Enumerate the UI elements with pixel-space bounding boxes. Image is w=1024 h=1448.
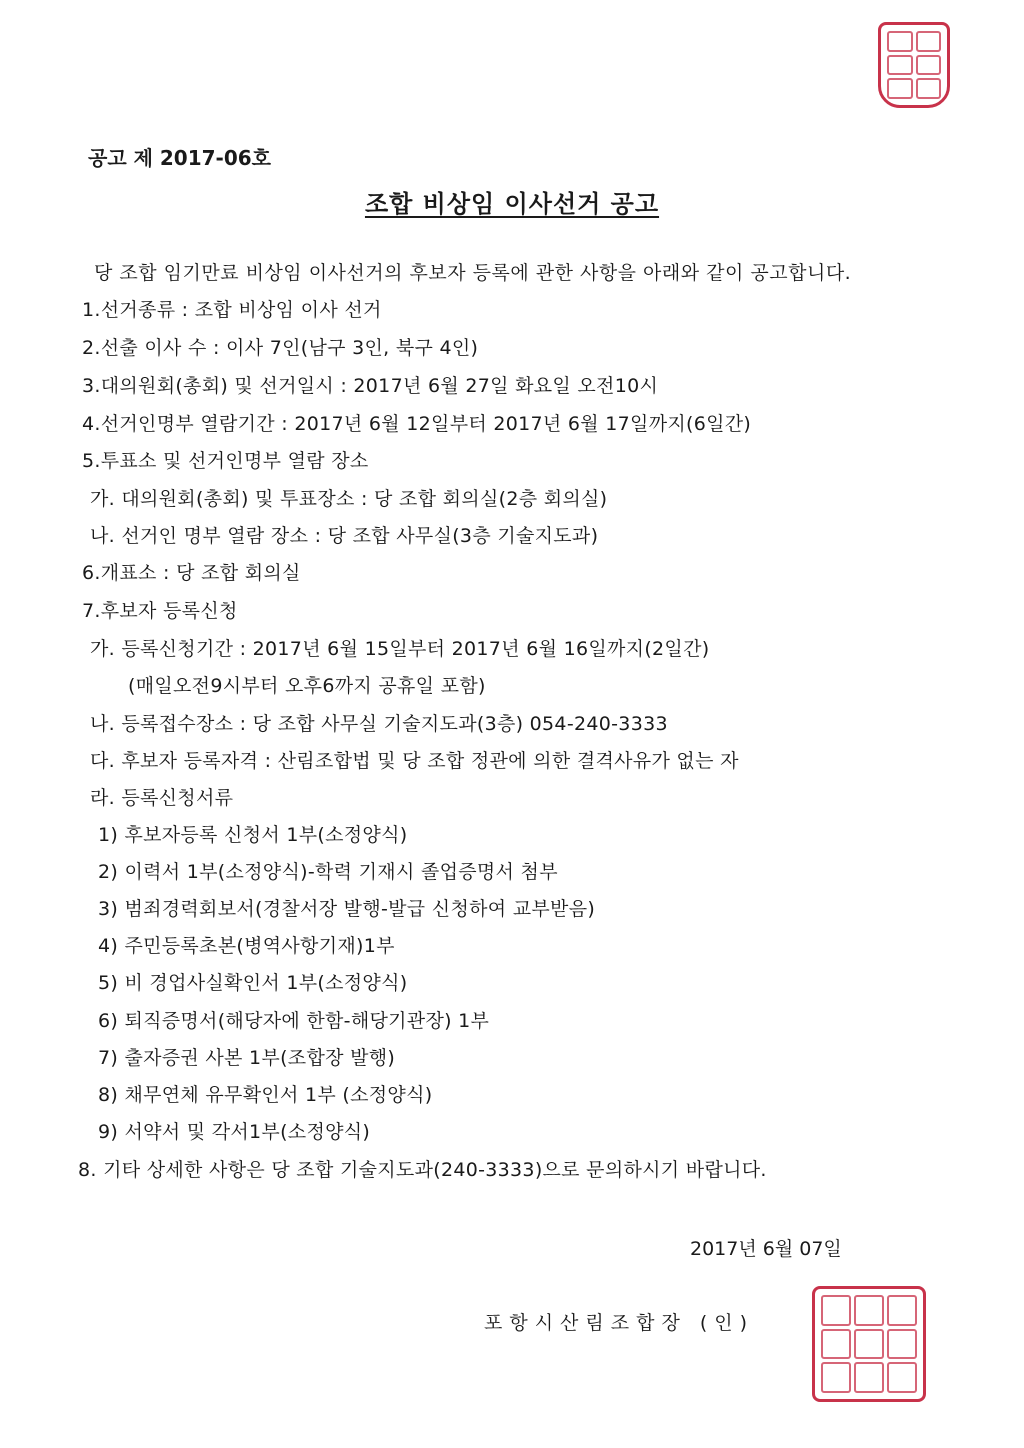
intro-paragraph: 당 조합 임기만료 비상임 이사선거의 후보자 등록에 관한 사항을 아래와 같이 공고합니다. xyxy=(94,262,852,284)
document-9: 9) 서약서 및 각서1부(소정양식) xyxy=(98,1121,371,1143)
item-7: 7.후보자 등록신청 xyxy=(82,600,238,622)
item-7-na: 나. 등록접수장소 : 당 조합 사무실 기술지도과(3층) 054-240-3333 xyxy=(90,713,668,735)
item-1: 1.선거종류 : 조합 비상임 이사 선거 xyxy=(82,299,382,321)
item-8: 8. 기타 상세한 사항은 당 조합 기술지도과(240-3333)으로 문의하시기 바랍니다. xyxy=(78,1159,767,1181)
document-2: 2) 이력서 1부(소정양식)-학력 기재시 졸업증명서 첨부 xyxy=(98,861,558,883)
item-7-ga: 가. 등록신청기간 : 2017년 6월 15일부터 2017년 6월 16일까지(2일간) xyxy=(90,638,710,660)
document-6: 6) 퇴직증명서(해당자에 한함-해당기관장) 1부 xyxy=(98,1010,490,1032)
item-5-na: 나. 선거인 명부 열람 장소 : 당 조합 사무실(3층 기술지도과) xyxy=(90,525,599,547)
document-1: 1) 후보자등록 신청서 1부(소정양식) xyxy=(98,824,408,846)
item-5: 5.투표소 및 선거인명부 열람 장소 xyxy=(82,450,369,472)
document-4: 4) 주민등록초본(병역사항기재)1부 xyxy=(98,935,395,957)
item-6: 6.개표소 : 당 조합 회의실 xyxy=(82,562,301,584)
item-5-ga: 가. 대의원회(총회) 및 투표장소 : 당 조합 회의실(2층 회의실) xyxy=(90,488,608,510)
item-7-da: 다. 후보자 등록자격 : 산림조합법 및 당 조합 정관에 의한 결격사유가 없는 자 xyxy=(90,750,739,772)
signature-line: 포항시산림조합장 (인) xyxy=(484,1312,755,1334)
document-5: 5) 비 경업사실확인서 1부(소정양식) xyxy=(98,972,408,994)
notice-number: 공고 제 2017-06호 xyxy=(88,146,272,170)
document-7: 7) 출자증권 사본 1부(조합장 발행) xyxy=(98,1047,396,1069)
document-title: 조합 비상임 이사선거 공고 xyxy=(364,190,660,218)
official-seal-bottom xyxy=(812,1286,926,1402)
official-seal-top xyxy=(878,22,950,108)
item-3: 3.대의원회(총회) 및 선거일시 : 2017년 6월 27일 화요일 오전10시 xyxy=(82,375,659,397)
item-4: 4.선거인명부 열람기간 : 2017년 6월 12일부터 2017년 6월 17일까지(6일간) xyxy=(82,413,752,435)
item-2: 2.선출 이사 수 : 이사 7인(남구 3인, 북구 4인) xyxy=(82,337,479,359)
item-7-ra: 라. 등록신청서류 xyxy=(90,787,234,809)
document-8: 8) 채무연체 유무확인서 1부 (소정양식) xyxy=(98,1084,433,1106)
issue-date: 2017년 6월 07일 xyxy=(690,1238,842,1260)
document-3: 3) 범죄경력회보서(경찰서장 발행-발급 신청하여 교부받음) xyxy=(98,898,596,920)
item-7-ga-note: (매일오전9시부터 오후6까지 공휴일 포함) xyxy=(128,675,486,697)
